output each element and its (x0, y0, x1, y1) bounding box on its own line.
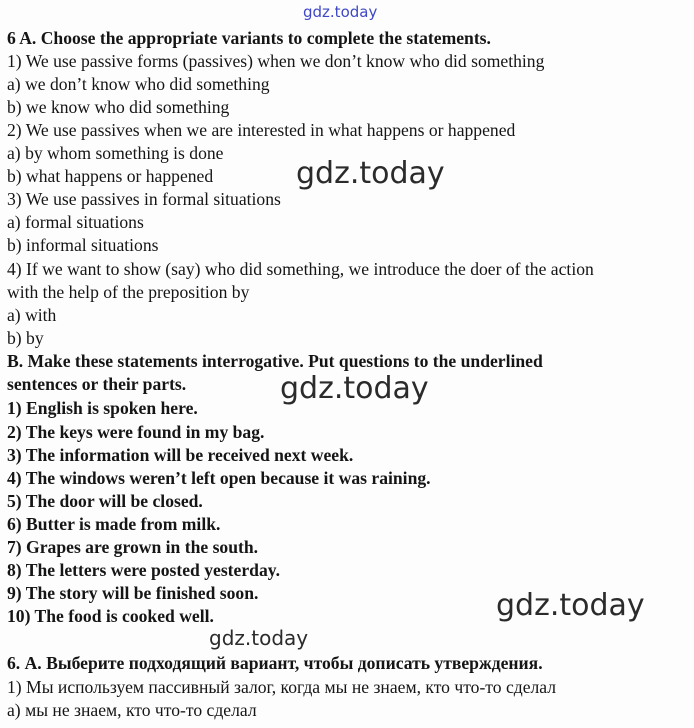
option-4b: b) by (7, 328, 44, 348)
statement-1: 1) We use passive forms (passives) when we don’t know who did something (7, 51, 545, 71)
option-1b: b) we know who did something (7, 97, 230, 117)
watermark-top: gdz.today (303, 3, 378, 21)
sentence-2: 2) The keys were found in my bag. (7, 422, 265, 442)
watermark-1: gdz.today (296, 156, 445, 191)
option-3a: a) formal situations (7, 212, 144, 232)
statement-2: 2) We use passives when we are interested in what happens or happened (7, 120, 516, 140)
option-4a: a) with (7, 305, 57, 325)
option-2a: a) by whom something is done (7, 143, 224, 163)
russian-option-1a: а) мы не знаем, кто что-то сделал (7, 700, 257, 720)
russian-statement-1: 1) Мы используем пассивный залог, когда мы не знаем, кто что-то сделал (7, 677, 557, 697)
russian-heading: 6. А. Выберите подходящий вариант, чтобы дописать утверждения. (7, 653, 543, 673)
exercise-6b-heading: B. Make these statements interrogative. Put questions to the underlined (7, 351, 543, 371)
watermark-4: gdz.today (209, 626, 309, 650)
statement-3: 3) We use passives in formal situations (7, 189, 281, 209)
option-2b: b) what happens or happened (7, 166, 214, 186)
option-1a: a) we don’t know who did something (7, 74, 270, 94)
watermark-3: gdz.today (496, 588, 645, 623)
statement-4: 4) If we want to show (say) who did something, we introduce the doer of the action (7, 259, 594, 279)
sentence-1: 1) English is spoken here. (7, 398, 198, 418)
exercise-6b-heading-continued: sentences or their parts. (7, 374, 187, 394)
option-3b: b) informal situations (7, 235, 159, 255)
sentence-3: 3) The information will be received next week. (7, 445, 354, 465)
exercise-6a-heading: 6 A. Choose the appropriate variants to complete the statements. (7, 28, 491, 48)
statement-4-continued: with the help of the preposition by (7, 282, 250, 302)
sentence-4: 4) The windows weren’t left open because it was raining. (7, 468, 431, 488)
sentence-8: 8) The letters were posted yesterday. (7, 560, 280, 580)
sentence-7: 7) Grapes are grown in the south. (7, 537, 259, 557)
sentence-6: 6) Butter is made from milk. (7, 514, 221, 534)
sentence-9: 9) The story will be finished soon. (7, 583, 259, 603)
sentence-10: 10) The food is cooked well. (7, 606, 214, 626)
sentence-5: 5) The door will be closed. (7, 491, 203, 511)
watermark-2: gdz.today (280, 371, 429, 406)
